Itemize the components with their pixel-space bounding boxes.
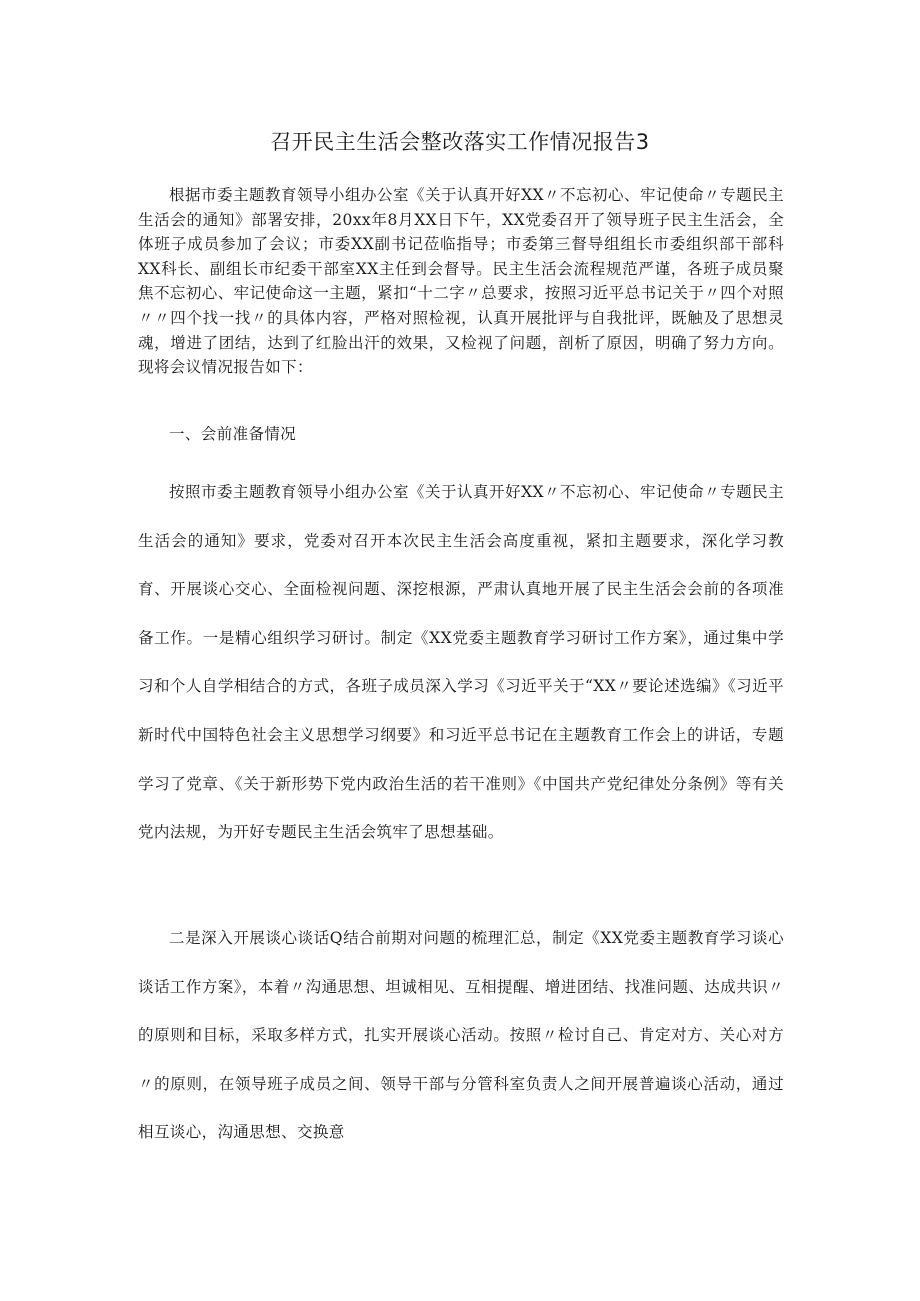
document-title: 召开民主生活会整改落实工作情况报告3	[270, 130, 650, 154]
talk-paragraph: 二是深入开展谈心谈话Q结合前期对问题的梳理汇总，制定《XX党委主题教育学习谈心谈话工作方案》，本着〃沟通思想、坦诚相见、互相提醒、增进团结、找准问题、达成共识〃的原则和目标，采取多样方式，扎实开展谈心活动。按照〃检讨自己、肯定对方、关心对方〃的原则，在领导班子成员之间、领导干部与分管科室负责人之间开展普遍谈心活动，通过相互谈心，沟通思想、交换意	[138, 929, 784, 1142]
intro-paragraph: 根据市委主题教育领导小组办公室《关于认真开好XX〃不忘初心、牢记使命〃专题民主生活会的通知》部署安排，20xx年8月XX日下午，XX党委召开了领导班子民主生活会，全体班子成员参加了会议；市委XX副书记莅临指导；市委第三督导组组长市委组织部干部科XX科长、副组长市纪委干部室XX主任到会督导。民主生活会流程规范严谨，各班子成员聚焦不忘初心、牢记使命这一主题，紧扣“十二字〃总要求，按照习近平总书记关于〃四个对照〃〃四个找一找〃的具体内容，严格对照检视，认真开展批评与自我批评，既触及了思想灵魂，增进了团结，达到了红脸出汗的效果，又检视了问题，剖析了原因，明确了努力方向。现将会议情况报告如下：	[138, 186, 784, 377]
preparation-paragraph: 按照市委主题教育领导小组办公室《关于认真开好XX〃不忘初心、牢记使命〃专题民主生活会的通知》要求，党委对召开本次民主生活会高度重视，紧扣主题要求，深化学习教育、开展谈心交心、全面检视问题、深挖根源，严肃认真地开展了民主生活会会前的各项准备工作。一是精心组织学习研讨。制定《XX党委主题教育学习研讨工作方案》，通过集中学习和个人自学相结合的方式，各班子成员深入学习《习近平关于“XX〃要论述选编》《习近平新时代中国特色社会主义思想学习纲要》和习近平总书记在主题教育工作会上的讲话，专题学习了党章、《关于新形势下党内政治生活的若干准则》《中国共产党纪律处分条例》等有关党内法规，为开好专题民主生活会筑牢了思想基础。	[138, 483, 784, 842]
section-heading-preparation: 一、会前准备情况	[169, 425, 297, 443]
